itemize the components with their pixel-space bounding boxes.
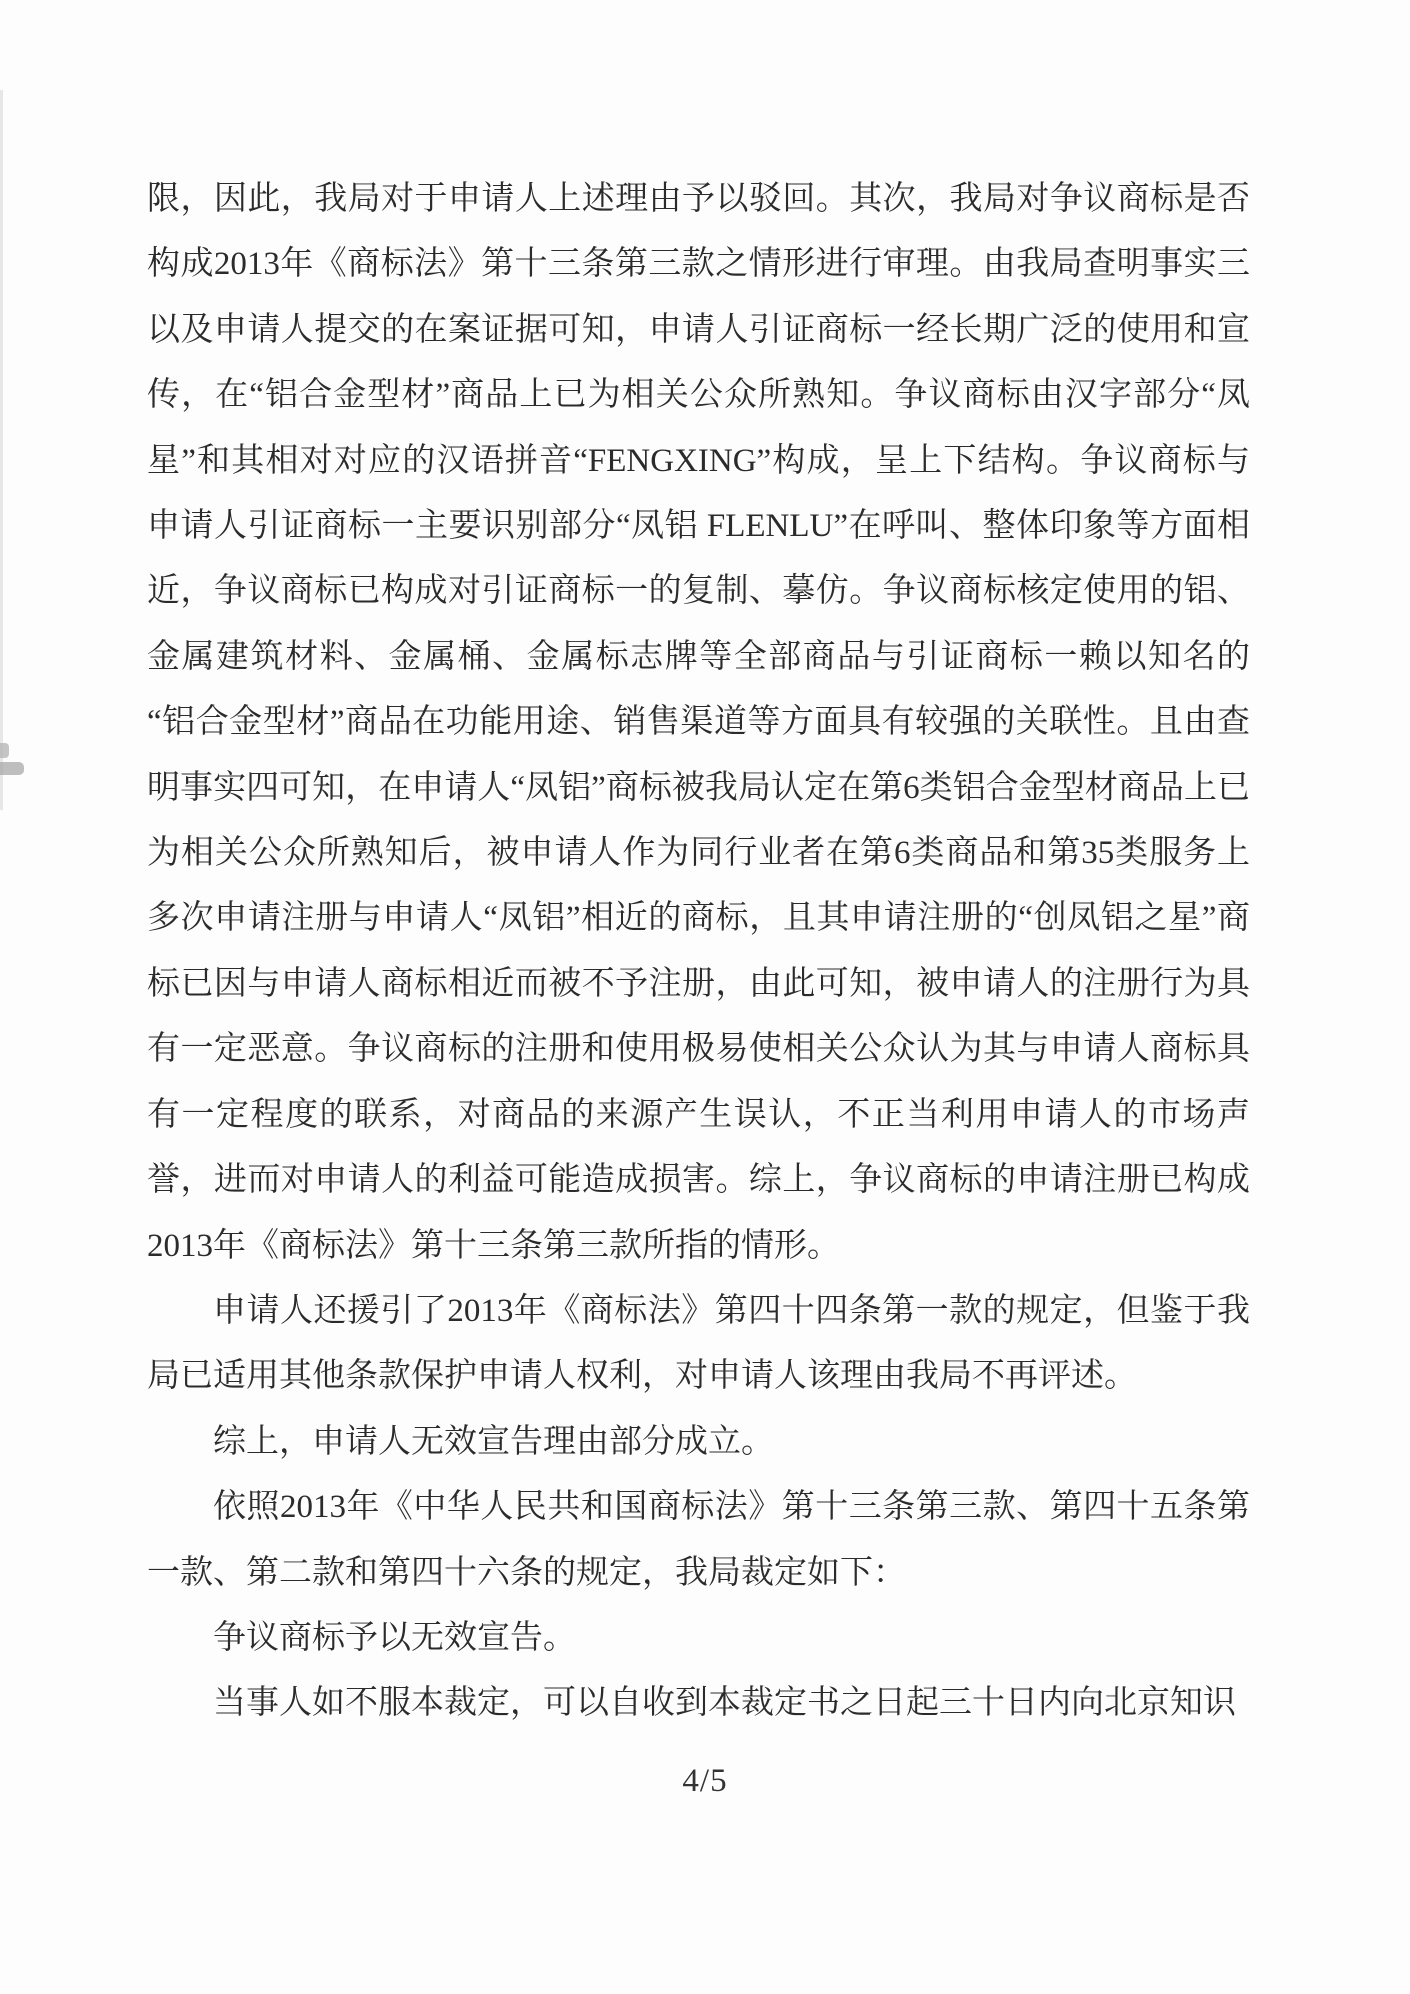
paragraph-continuation: 限，因此，我局对于申请人上述理由予以驳回。其次，我局对争议商标是否构成2013年《商标法》第十三条第三款之情形进行审理。由我局查明事实三以及申请人提交的在案证据可知，申请人引证商标一经长期广泛的使用和宣传，在“铝合金型材”商品上已为相关公众所熟知。争议商标由汉字部分“凤星”和其相对对应的汉语拼音“FENGXING”构成，呈上下结构。争议商标与申请人引证商标一主要识别部分“凤铝 FLENLU”在呼叫、整体印象等方面相近，争议商标已构成对引证商标一的复制、摹仿。争议商标核定使用的铝、金属建筑材料、金属桶、金属标志牌等全部商品与引证商标一赖以知名的“铝合金型材”商品在功能用途、销售渠道等方面具有较强的关联性。且由查明事实四可知，在申请人“凤铝”商标被我局认定在第6类铝合金型材商品上已为相关公众所熟知后，被申请人作为同行业者在第6类商品和第35类服务上多次申请注册与申请人“凤铝”相近的商标，且其申请注册的“创凤铝之星”商标已因与申请人商标相近而被不予注册，由此可知，被申请人的注册行为具有一定恶意。争议商标的注册和使用极易使相关公众认为其与申请人商标具有一定程度的联系，对商品的来源产生误认，不正当利用申请人的市场声誉，进而对申请人的利益可能造成损害。综上，争议商标的申请注册已构成2013年《商标法》第十三条第三款所指的情形。 [147, 181, 1250, 1264]
paragraph-ruling-basis: 依照2013年《中华人民共和国商标法》第十三条第三款、第四十五条第一款、第二款和第四十六条的规定，我局裁定如下： [147, 1489, 1250, 1591]
document-body [147, 167, 1250, 1737]
paragraph-appeal-notice: 当事人如不服本裁定，可以自收到本裁定书之日起三十日内向北京知识 [213, 1685, 1236, 1722]
paragraph-cited-article-44: 申请人还援引了2013年《商标法》第四十四条第一款的规定，但鉴于我局已适用其他条款保护申请人权利，对申请人该理由我局不再评述。 [147, 1292, 1250, 1395]
scan-mark [0, 743, 9, 758]
paragraph-ruling: 争议商标予以无效宣告。 [213, 1619, 576, 1656]
scan-mark [0, 762, 24, 775]
scan-edge-artifact [0, 90, 3, 810]
page-number: 4/5 [682, 1763, 728, 1799]
paragraph-conclusion: 综上，申请人无效宣告理由部分成立。 [213, 1423, 774, 1460]
